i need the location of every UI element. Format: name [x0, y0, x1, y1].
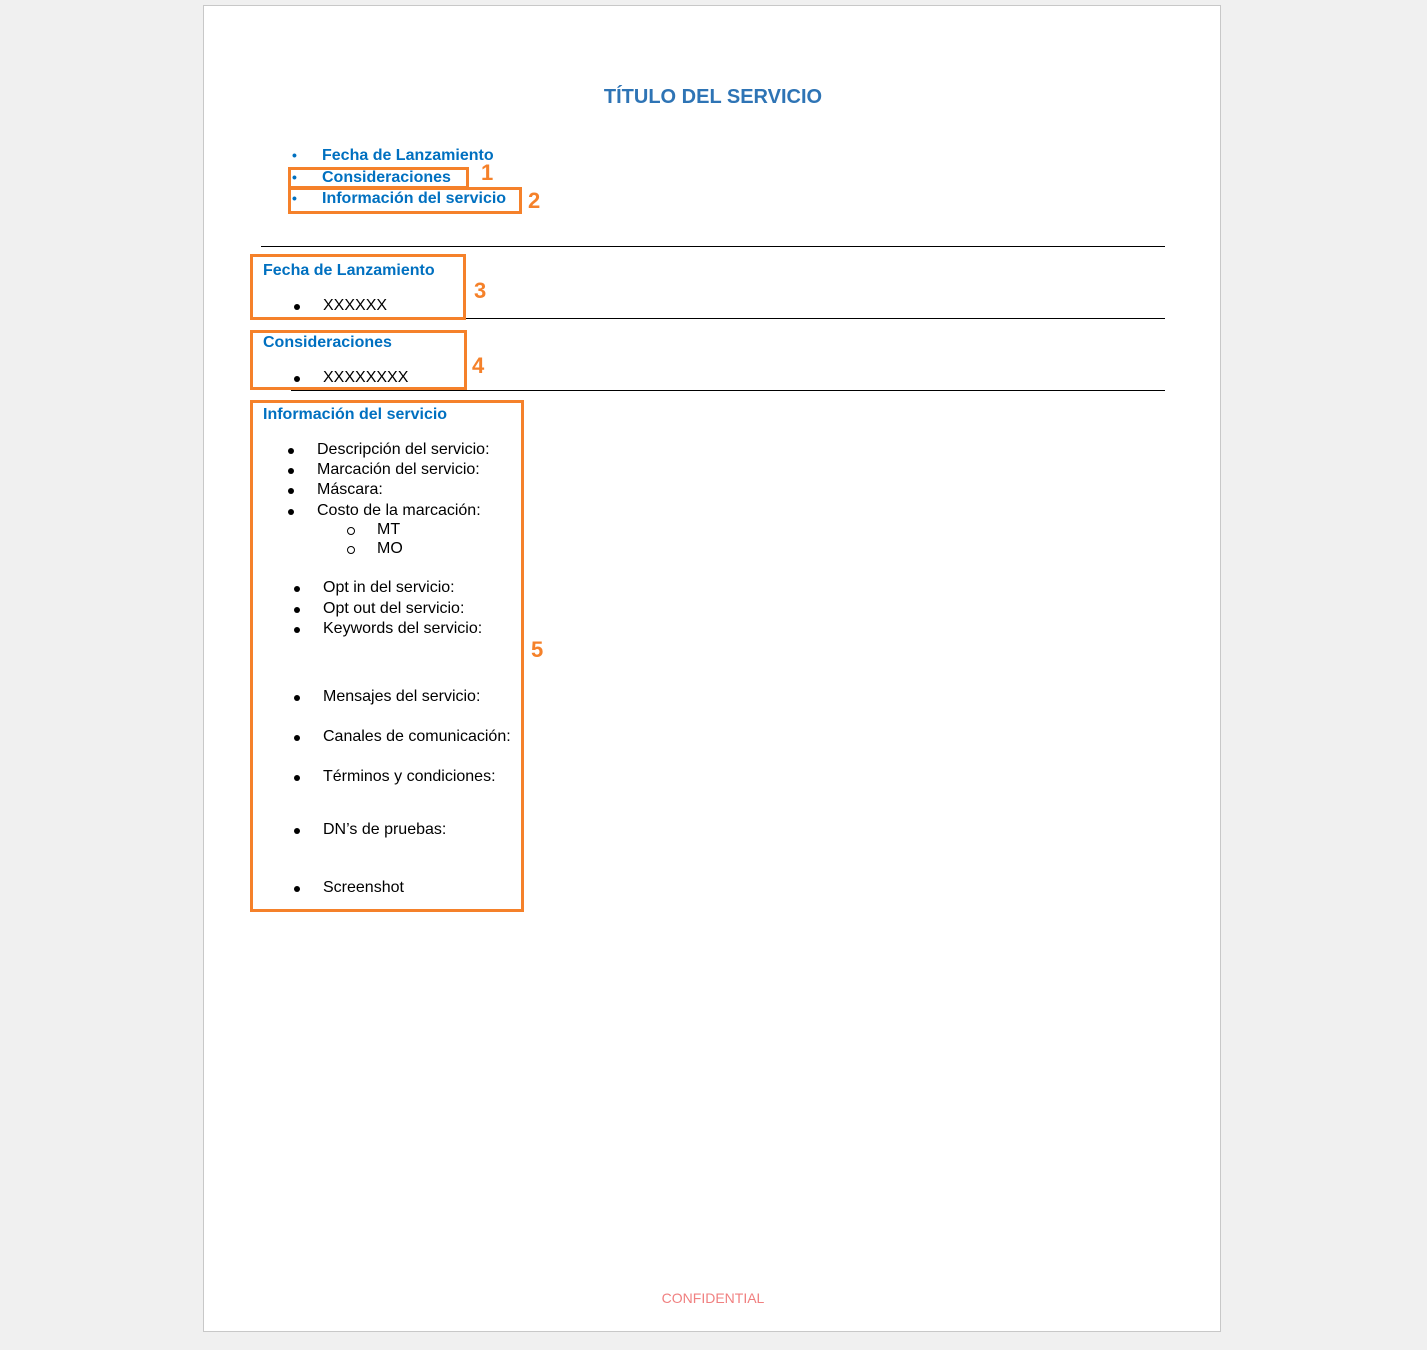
bullet-icon: • — [292, 190, 297, 206]
annotation-box-5 — [250, 400, 524, 912]
list-item-text: Screenshot — [323, 879, 404, 896]
list-item-text: Mensajes del servicio: — [323, 688, 481, 705]
sub-list-item-text: MT — [377, 521, 401, 538]
sub-list-item-text: MO — [377, 540, 403, 557]
divider — [291, 390, 1165, 391]
annotation-box-2 — [288, 187, 522, 214]
annotation-box-4 — [250, 330, 467, 390]
toc-item-label: Información del servicio — [322, 190, 507, 207]
toc-item-label: Consideraciones — [322, 169, 451, 186]
list-item-text: Descripción del servicio: — [317, 441, 490, 458]
section-heading-consideraciones: Consideraciones — [263, 334, 392, 351]
annotation-label-2: 2 — [528, 188, 541, 213]
list-item-text: Máscara: — [317, 481, 383, 498]
section-heading-fecha: Fecha de Lanzamiento — [263, 262, 435, 279]
bullet-icon: • — [292, 147, 297, 163]
bullet-icon: • — [292, 169, 297, 185]
annotation-label-1: 1 — [481, 160, 494, 185]
list-item-text: XXXXXXXX — [323, 369, 409, 386]
annotation-box-1 — [288, 167, 469, 189]
annotation-label-5: 5 — [531, 637, 544, 662]
list-item-text: Canales de comunicación: — [323, 728, 511, 745]
list-item-text: Términos y condiciones: — [323, 768, 496, 785]
list-item-text: DN’s de pruebas: — [323, 821, 447, 838]
list-item-text: Opt in del servicio: — [323, 579, 455, 596]
toc-item-fecha[interactable] — [292, 147, 494, 165]
page-title: TÍTULO DEL SERVICIO — [603, 86, 823, 108]
list-item-text: Keywords del servicio: — [323, 620, 483, 637]
annotation-label-4: 4 — [472, 353, 485, 378]
document-page — [203, 5, 1221, 1332]
section-heading-informacion: Información del servicio — [263, 406, 448, 423]
footer-confidential: CONFIDENTIAL — [661, 1290, 765, 1306]
list-item-text: XXXXXX — [323, 297, 388, 314]
annotation-box-3 — [250, 254, 466, 320]
list-item-text: Marcación del servicio: — [317, 461, 480, 478]
list-item-text: Costo de la marcación: — [317, 502, 481, 519]
list-item-text: Opt out del servicio: — [323, 600, 465, 617]
annotation-label-3: 3 — [474, 278, 487, 303]
toc-item-label: Fecha de Lanzamiento — [322, 147, 494, 164]
divider — [261, 246, 1165, 247]
